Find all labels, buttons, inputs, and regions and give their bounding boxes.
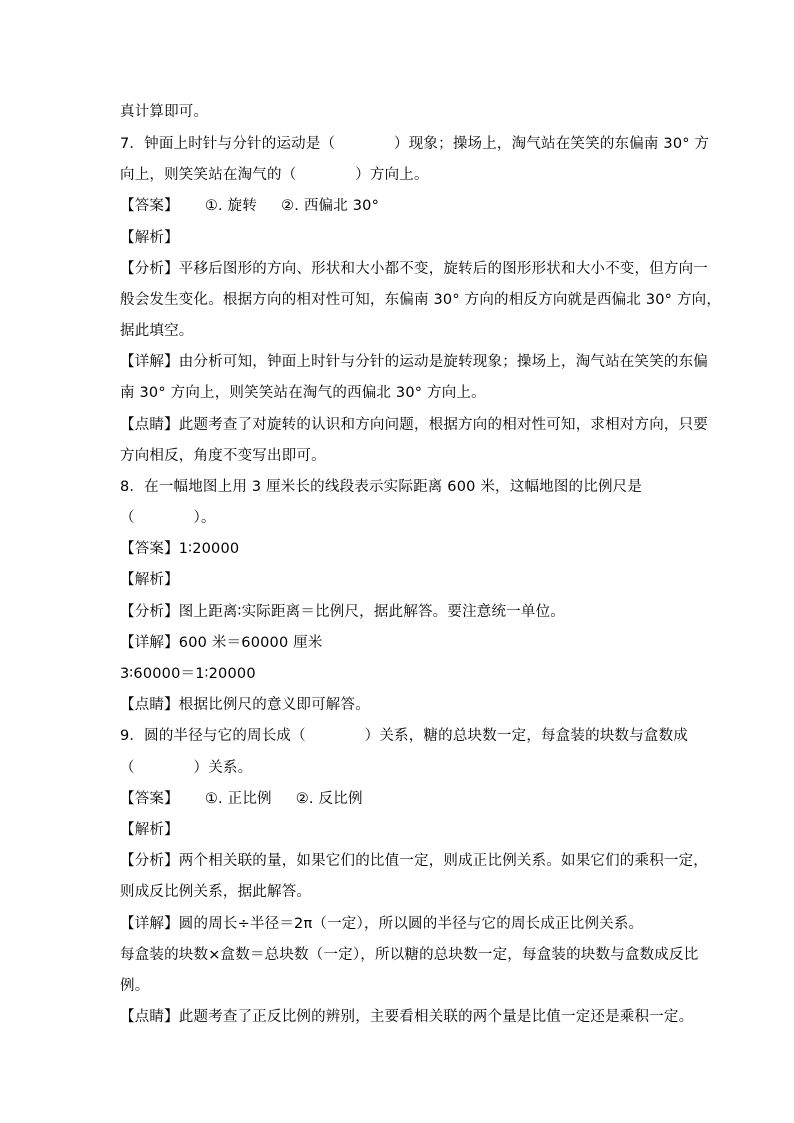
analysis-heading: 【解析】 (120, 822, 179, 838)
text-line: 例。 (120, 978, 150, 994)
answer-option-1: ①. 旋转 (204, 198, 258, 214)
text-line: 每盒装的块数×盒数＝总块数（一定），所以糖的总块数一定，每盒装的块数与盒数成反比 (120, 947, 699, 963)
answer-7 (120, 196, 680, 216)
answer-9 (120, 789, 680, 809)
text-line: 【分析】图上距离∶实际距离＝比例尺，据此解答。要注意统一单位。 (120, 604, 565, 620)
answer-label: 【答案】 (120, 791, 179, 807)
analysis-heading: 【解析】 (120, 572, 179, 588)
answer-label: 【答案】 (120, 198, 179, 214)
text-line: 【分析】两个相关联的量，如果它们的比值一定，则成正比例关系。如果它们的乘积一定， (120, 853, 708, 869)
question-7: 7．钟面上时针与分针的运动是（ ）现象；操场上，淘气站在笑笑的东偏南 30° 方 (120, 136, 710, 152)
text-line: 真计算即可。 (120, 104, 209, 120)
question-8: 8．在一幅地图上用 3 厘米长的线段表示实际距离 600 米，这幅地图的比例尺是 (120, 479, 643, 495)
text-line: 【详解】圆的周长÷半径＝2π（一定），所以圆的半径与它的周长成正比例关系。 (120, 916, 644, 932)
answer-option-1: ①. 正比例 (204, 791, 272, 807)
question-7-continued: 向上，则笑笑站在淘气的（ ）方向上。 (120, 167, 429, 183)
answer-option-2: ②. 反比例 (295, 791, 363, 807)
text-line: 南 30° 方向上，则笑笑站在淘气的西偏北 30° 方向上。 (120, 385, 486, 401)
text-line: 3∶60000＝1∶20000 (120, 666, 256, 682)
text-line: 【点睛】根据比例尺的意义即可解答。 (120, 697, 370, 713)
question-9-continued: （ ）关系。 (120, 760, 253, 776)
text-line: 【详解】由分析可知，钟面上时针与分针的运动是旋转现象；操场上，淘气站在笑笑的东偏 (120, 354, 708, 370)
text-line: 据此填空。 (120, 323, 194, 339)
answer-8: 【答案】1∶20000 (120, 541, 240, 557)
text-line: 则成反比例关系，据此解答。 (120, 884, 312, 900)
text-line: 【点睛】此题考查了正反比例的辨别，主要看相关联的两个量是比值一定还是乘积一定。 (120, 1009, 694, 1025)
text-line: 【点睛】此题考查了对旋转的认识和方向问题，根据方向的相对性可知，求相对方向，只要 (120, 417, 708, 433)
text-line: 【分析】平移后图形的方向、形状和大小都不变，旋转后的图形形状和大小不变，但方向一 (120, 261, 708, 277)
analysis-heading: 【解析】 (120, 230, 179, 246)
answer-option-2: ②. 西偏北 30° (281, 198, 380, 214)
question-8-continued: （ ）。 (120, 510, 216, 526)
text-line: 【详解】600 米＝60000 厘米 (120, 635, 323, 651)
text-line: 般会发生变化。根据方向的相对性可知，东偏南 30° 方向的相反方向就是西偏北 30° 方向， (120, 292, 722, 308)
text-line: 方向相反，角度不变写出即可。 (120, 448, 326, 464)
question-9: 9．圆的半径与它的周长成（ ）关系，糖的总块数一定，每盒装的块数与盒数成 (120, 728, 689, 744)
